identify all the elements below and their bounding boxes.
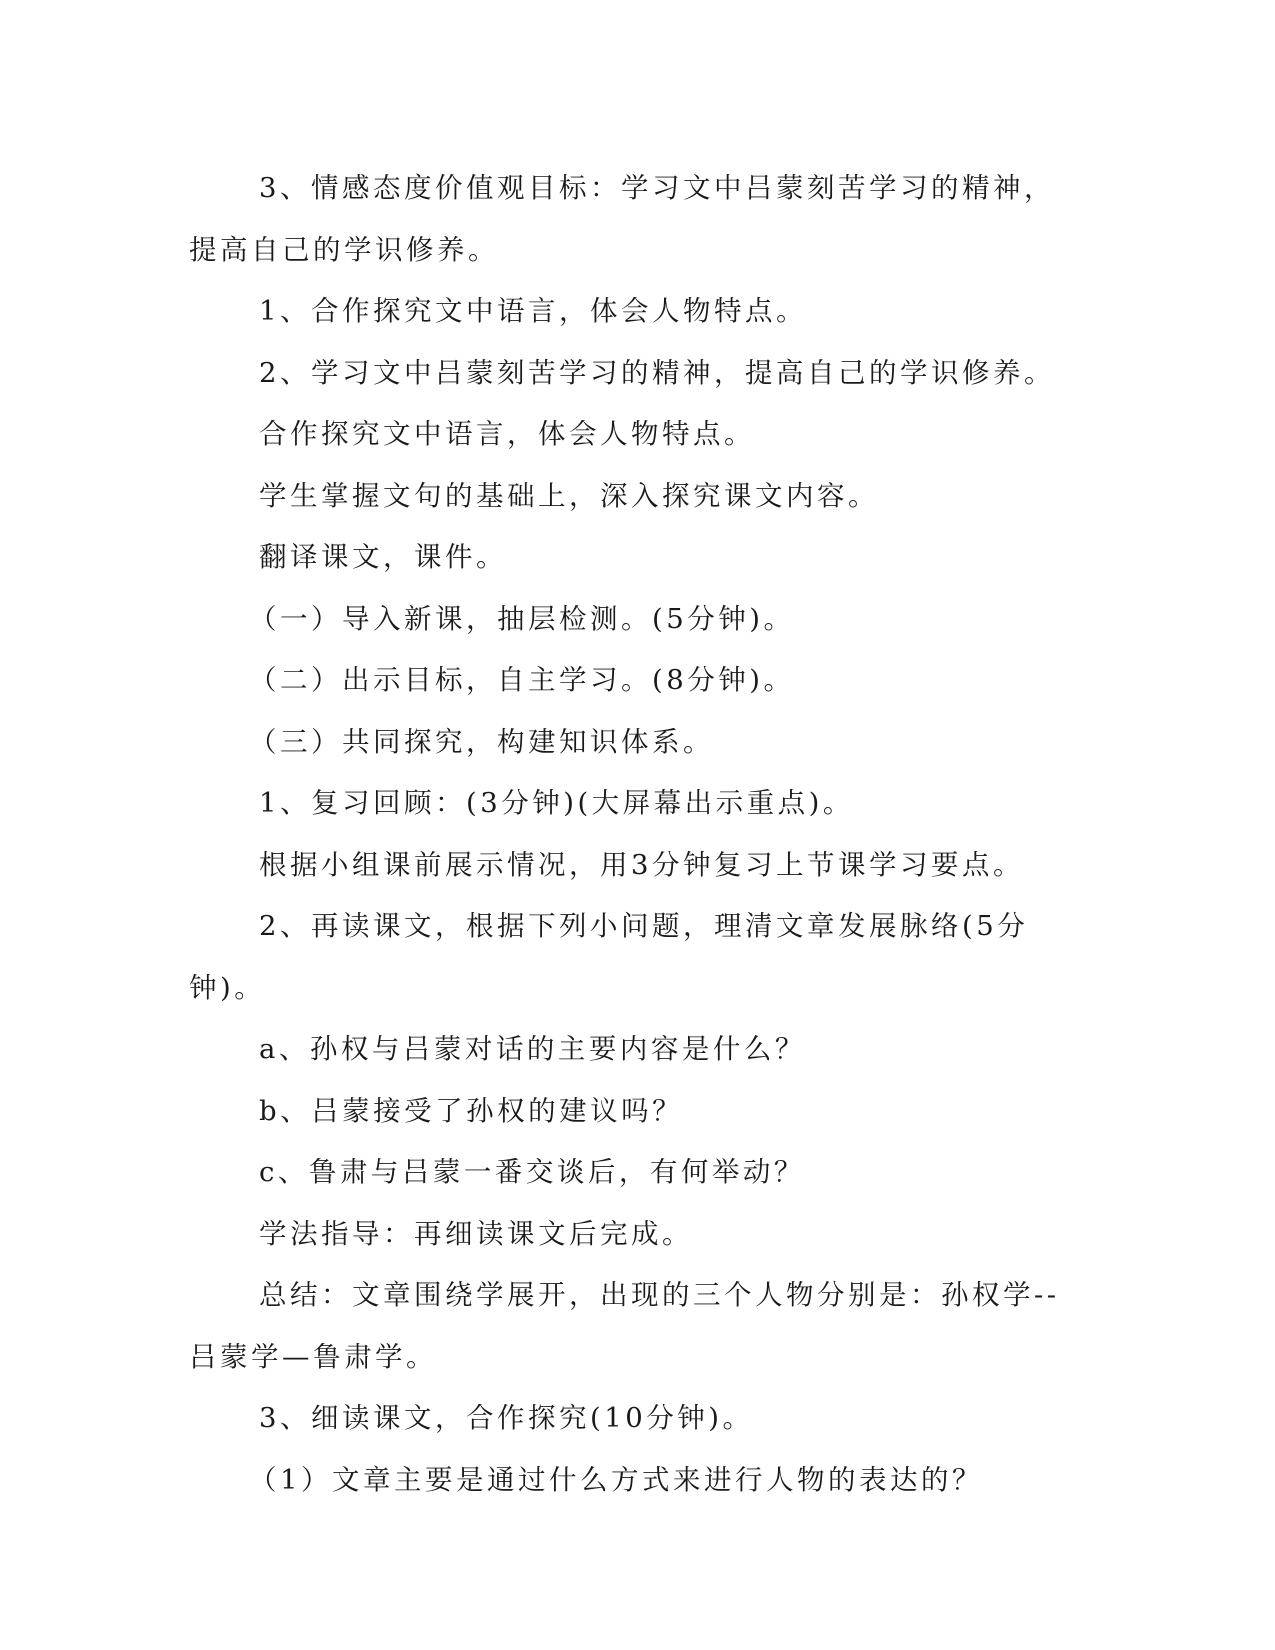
paragraph-emotion-goal: 3、情感态度价值观目标：学习文中吕蒙刻苦学习的精神，提高自己的学识修养。 [189,172,1055,266]
paragraph-preparation: 翻译课文，课件。 [259,541,507,573]
document-body [189,158,1084,1511]
paragraph-goal-2: 2、学习文中吕蒙刻苦学习的精神，提高自己的学识修养。 [259,356,1055,389]
paragraph-review-detail: 根据小组课前展示情况，用3分钟复习上节课学习要点。 [259,848,1024,881]
paragraph-reread: 2、再读课文，根据下列小问题，理清文章发展脉络(5分钟)。 [189,910,1029,1004]
question-a: a、孙权与吕蒙对话的主要内容是什么？ [259,1033,806,1065]
question-1: （1）文章主要是通过什么方式来进行人物的表达的？ [249,1463,983,1496]
paragraph-review: 1、复习回顾：(3分钟)(大屏幕出示重点)。 [259,787,854,819]
paragraph-summary: 总结：文章围绕学展开，出现的三个人物分别是：孙权学--吕蒙学—鲁肃学。 [189,1279,1060,1373]
paragraph-goal-1: 1、合作探究文中语言，体会人物特点。 [259,295,807,327]
question-c: c、鲁肃与吕蒙一番交谈后，有何举动？ [259,1156,805,1188]
paragraph-step-2: （二）出示目标，自主学习。(8分钟)。 [249,664,795,696]
paragraph-difficulty: 学生掌握文句的基础上，深入探究课文内容。 [259,479,879,512]
paragraph-close-reading: 3、细读课文，合作探究(10分钟)。 [259,1402,754,1434]
paragraph-step-1: （一）导入新课，抽层检测。(5分钟)。 [249,602,795,635]
paragraph-method-guide: 学法指导：再细读课文后完成。 [259,1217,693,1250]
paragraph-step-3: （三）共同探究，构建知识体系。 [249,725,714,758]
paragraph-key-point: 合作探究文中语言，体会人物特点。 [259,418,755,450]
question-b: b、吕蒙接受了孙权的建议吗？ [259,1094,684,1127]
